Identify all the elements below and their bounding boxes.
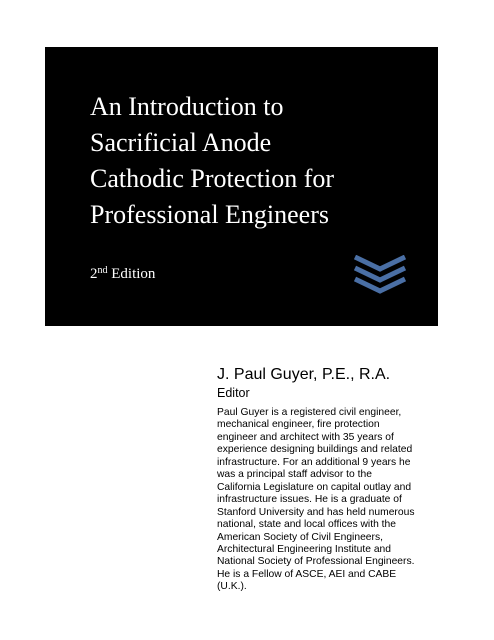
- chevron-1: [355, 257, 405, 269]
- bio-line: Stanford University and has held numerous: [217, 506, 415, 518]
- bio-line: infrastructure. For an additional 9 years he: [217, 456, 411, 468]
- bio-line: He is a Fellow of ASCE, AEI and CABE: [217, 568, 397, 580]
- author-name: J. Paul Guyer, P.E., R.A.: [217, 366, 391, 383]
- bio-line: California Legislature on capital outlay and: [217, 481, 412, 493]
- edition-number: 2: [90, 266, 98, 282]
- author-role: Editor: [217, 386, 250, 400]
- title-line-1: An Introduction to: [90, 92, 284, 121]
- bio-line: American Society of Civil Engineers,: [217, 531, 383, 543]
- title-line-2: Sacrificial Anode: [90, 128, 272, 157]
- author-bio: [217, 407, 479, 594]
- bio-line: National Society of Professional Engineers.: [217, 556, 415, 568]
- title-line-4: Professional Engineers: [90, 200, 330, 229]
- bio-line: was a principal staff advisor to the: [217, 469, 372, 481]
- bio-line: mechanical engineer, fire protection: [217, 419, 380, 431]
- bio-line: engineer and architect with 35 years of: [217, 431, 394, 443]
- title-line-3: Cathodic Protection for: [90, 164, 335, 193]
- bio-line: infrastructure issues. He is a graduate of: [217, 494, 402, 506]
- bio-line: experience designing buildings and related: [217, 444, 413, 456]
- bio-line: Paul Guyer is a registered civil engineer,: [217, 407, 402, 418]
- bio-line: Architectural Engineering Institute and: [217, 543, 392, 555]
- book-title: [90, 89, 420, 233]
- edition-word: Edition: [107, 266, 156, 282]
- title-panel: [45, 47, 438, 326]
- edition-suffix: nd: [97, 265, 108, 276]
- bio-line: (U.K.).: [217, 581, 247, 593]
- author-block: [217, 365, 477, 401]
- bio-line: national, state and local offices with the: [217, 519, 396, 531]
- edition-label: [90, 265, 155, 283]
- triple-chevron-down-icon: [353, 255, 407, 295]
